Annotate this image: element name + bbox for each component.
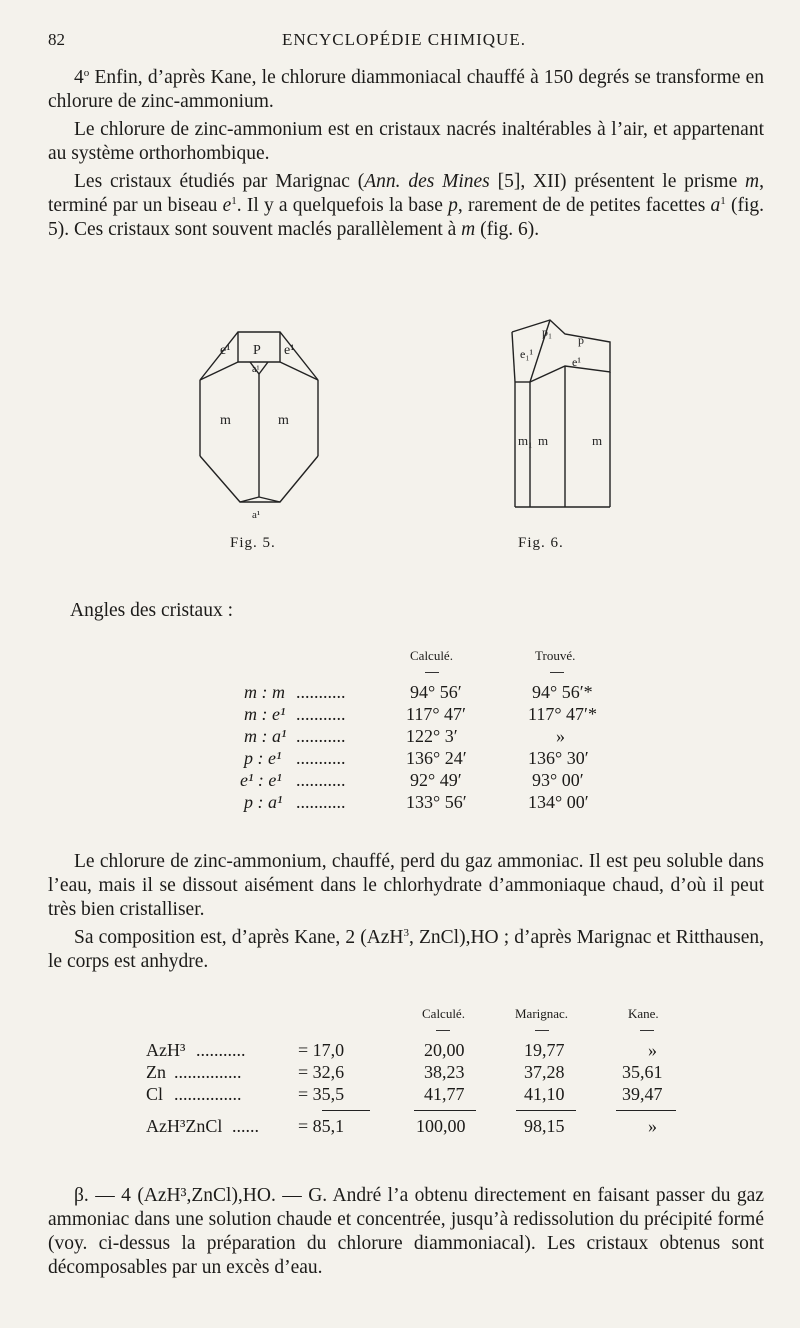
fig5-label-p: P (253, 343, 261, 358)
paragraph-composition: Sa composition est, d’après Kane, 2 (AzH$^3$, ZnCl),HO ; d’après Marignac et Ritthausen, le corps est anhydre. (48, 927, 765, 972)
angles-row: m : a¹ ........... 122° 3′ » (244, 726, 565, 746)
comp-col-calc: Calculé. (422, 1006, 465, 1021)
fig5-label-m-right: m (278, 413, 289, 428)
comp-col-kane: Kane. (628, 1006, 659, 1021)
paragraph-crystals: Le chlorure de zinc-ammonium est en cristaux nacrés inaltérables à l’air, et appartenant au système orthorhombique. (48, 119, 764, 164)
fig6-label-e1-left: e₁¹ (520, 347, 534, 361)
comp-col-marignac: Marignac. (515, 1006, 569, 1021)
angles-row: p : a¹ ........... 133° 56′ 134° 00′ (244, 792, 589, 812)
composition-row: Zn ............... = 32,6 38,23 37,28 35,61 (146, 1062, 663, 1082)
composition-table (0, 1006, 800, 1166)
paragraph-kane-heating: 4$^o$ Enfin, d’après Kane, le chlorure diammoniacal chauffé à 150 degrés se transforme en chlorure de zinc-ammonium. (48, 67, 764, 112)
fig6-label-m: m (538, 433, 549, 448)
page-number: 82 (48, 30, 65, 49)
paragraph-beta: β. — 4 (AzH³,ZnCl),HO. — G. André l’a obtenu directement en faisant passer du gaz ammoniac dans une solution chaude et concentrée, jusqu’à redissolution du précipité formé (voy. ci-dessus la préparation du chlorure diammoniacal). Les cristaux obtenus sont décomposables par un excès d’eau. (48, 1185, 764, 1278)
paragraph-marignac: Les cristaux étudiés par Marignac (Ann. des Mines [5], XII) présentent le prisme m, terminé par un biseau $e^1$. Il y a quelquefois la base p, rarement de de petites facettes $a^1$ (fig. 5). Ces cristaux sont souvent maclés parallèlement à m (fig. 6). (48, 171, 765, 240)
angles-title: Angles des cristaux : (70, 600, 234, 621)
fig5-label-a1-bottom: a¹ (252, 509, 261, 521)
fig5-label-e1-right: e¹ (284, 343, 295, 358)
angles-table (0, 648, 800, 818)
angles-row: p : e¹ ........... 136° 24′ 136° 30′ (244, 748, 589, 768)
fig6-caption: Fig. 6. (518, 535, 564, 551)
fig6-label-m-right: m (592, 433, 603, 448)
fig5-label-a1-top: a¹ (252, 364, 260, 375)
composition-total-row: AzH³ZnCl ...... = 85,1 100,00 98,15 » (146, 1116, 657, 1136)
angles-col-calc: Calculé. (410, 648, 453, 663)
angles-col-found: Trouvé. (535, 648, 576, 663)
fig6-label-p1: p₁ (542, 325, 553, 339)
fig5-label-e1-left: e¹ (220, 343, 231, 358)
fig5-caption: Fig. 5. (230, 535, 276, 551)
fig5-label-m-left: m (220, 413, 231, 428)
paragraph-heating: Le chlorure de zinc-ammonium, chauffé, perd du gaz ammoniac. Il est peu soluble dans l’eau, mais il se dissout aisément dans le chlorhydrate d’ammoniaque chaud, d’où il peut très bien cristalliser. (48, 851, 764, 920)
running-head (48, 30, 760, 54)
running-title: ENCYCLOPÉDIE CHIMIQUE. (282, 30, 526, 49)
composition-row: AzH³ ........... = 17,0 20,00 19,77 » (146, 1040, 657, 1060)
fig6-label-e1: e¹ (572, 355, 581, 369)
crystal-drawings (180, 292, 640, 562)
angles-row: m : e¹ ........... 117° 47′ 117° 47′* (244, 704, 597, 724)
angles-row: m : m ........... 94° 56′ 94° 56′* (244, 682, 593, 702)
composition-row: Cl ............... = 35,5 41,77 41,10 39,47 (146, 1084, 663, 1104)
fig6-label-m1: m₁ (518, 433, 533, 448)
crystal-figures (180, 292, 640, 562)
angles-row: e¹ : e¹ ........... 92° 49′ 93° 00′ (240, 770, 584, 790)
fig6-label-p: p (578, 333, 584, 347)
